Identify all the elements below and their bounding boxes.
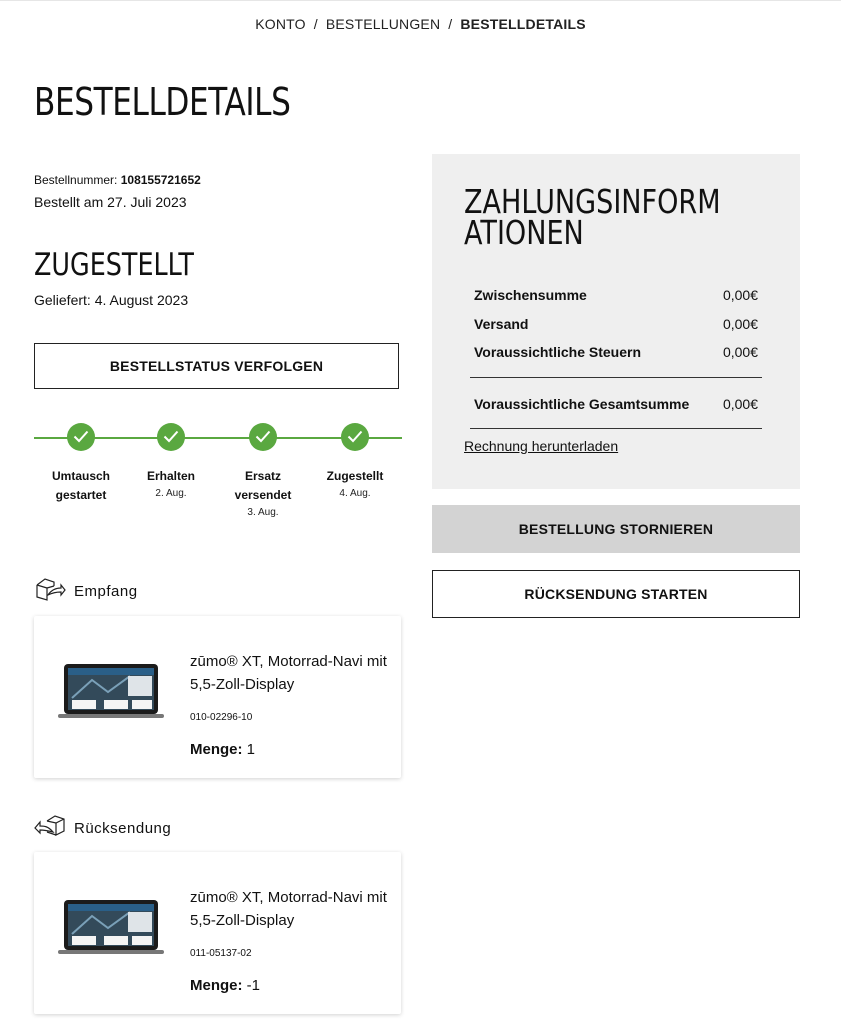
cancel-order-button[interactable]: BESTELLUNG STORNIEREN — [432, 505, 800, 553]
breadcrumb-separator: / — [448, 16, 453, 32]
breadcrumb-current: BESTELLDETAILS — [460, 16, 586, 32]
payment-row-subtotal: Zwischensumme 0,00€ — [474, 287, 758, 303]
page-title: BESTELLDETAILS — [34, 80, 291, 124]
order-number-label: Bestellnummer: — [34, 173, 118, 187]
return-product-card — [34, 852, 401, 1014]
tracker-step-delivered — [305, 421, 405, 499]
tracker-step-label: Umtausch gestartet — [51, 469, 110, 502]
product-image — [58, 894, 164, 962]
order-status-title: ZUGESTELLT — [34, 247, 194, 283]
payment-row-taxes: Voraussichtliche Steuern 0,00€ — [474, 344, 758, 360]
breadcrumb-bestellungen[interactable]: BESTELLUNGEN — [325, 16, 441, 32]
product-quantity: Menge: 1 — [190, 741, 256, 758]
delivered-date: Geliefert: 4. August 2023 — [34, 292, 189, 308]
payment-info-title: ZAHLUNGSINFORMATIONEN — [464, 182, 721, 252]
product-name[interactable]: zūmo® XT, Motorrad-Navi mit 5,5-Zoll-Display — [190, 653, 387, 693]
order-number-value: 108155721652 — [120, 173, 201, 187]
track-order-button[interactable]: BESTELLSTATUS VERFOLGEN — [34, 343, 399, 389]
tracker-step-replacement-shipped — [213, 421, 313, 518]
tracker-step-label: Erhalten — [146, 469, 195, 483]
check-icon — [249, 423, 277, 451]
payment-row-shipping: Versand 0,00€ — [474, 316, 758, 332]
start-return-button[interactable]: RÜCKSENDUNG STARTEN — [432, 570, 800, 618]
product-sku: 011-05137-02 — [190, 948, 252, 959]
tracker-step-label: Ersatz versendet — [234, 469, 292, 502]
product-quantity: Menge: -1 — [190, 977, 261, 994]
tracker-step-date: 2. Aug. — [155, 488, 187, 499]
download-invoice-link[interactable]: Rechnung herunterladen — [464, 438, 619, 454]
breadcrumb-separator: / — [313, 16, 318, 32]
return-heading-label: Rücksendung — [74, 819, 172, 837]
tracker-step-label: Zugestellt — [326, 469, 384, 483]
payment-divider — [470, 428, 762, 429]
tracker-step-received — [121, 421, 221, 499]
product-image — [58, 658, 164, 726]
breadcrumb — [0, 16, 841, 32]
return-heading — [34, 813, 171, 843]
receive-heading — [34, 576, 138, 606]
tracker-step-date: 4. Aug. — [339, 488, 371, 499]
product-name[interactable]: zūmo® XT, Motorrad-Navi mit 5,5-Zoll-Display — [190, 889, 387, 929]
receive-heading-label: Empfang — [74, 582, 138, 600]
order-progress-tracker — [34, 421, 402, 541]
package-arrow-icon — [34, 576, 66, 606]
check-icon — [157, 423, 185, 451]
top-divider — [0, 0, 841, 1]
check-icon — [67, 423, 95, 451]
receive-product-card — [34, 616, 401, 778]
payment-row-total: Voraussichtliche Gesamtsumme 0,00€ — [474, 396, 758, 412]
order-date: Bestellt am 27. Juli 2023 — [34, 194, 187, 210]
order-number — [34, 173, 201, 187]
breadcrumb-konto[interactable]: KONTO — [255, 16, 306, 32]
payment-info-panel — [432, 154, 800, 489]
tracker-step-exchange-started — [31, 421, 131, 505]
payment-divider — [470, 377, 762, 378]
check-icon — [341, 423, 369, 451]
product-sku: 010-02296-10 — [190, 712, 253, 723]
tracker-step-date: 3. Aug. — [247, 507, 279, 518]
package-return-icon — [34, 813, 66, 843]
